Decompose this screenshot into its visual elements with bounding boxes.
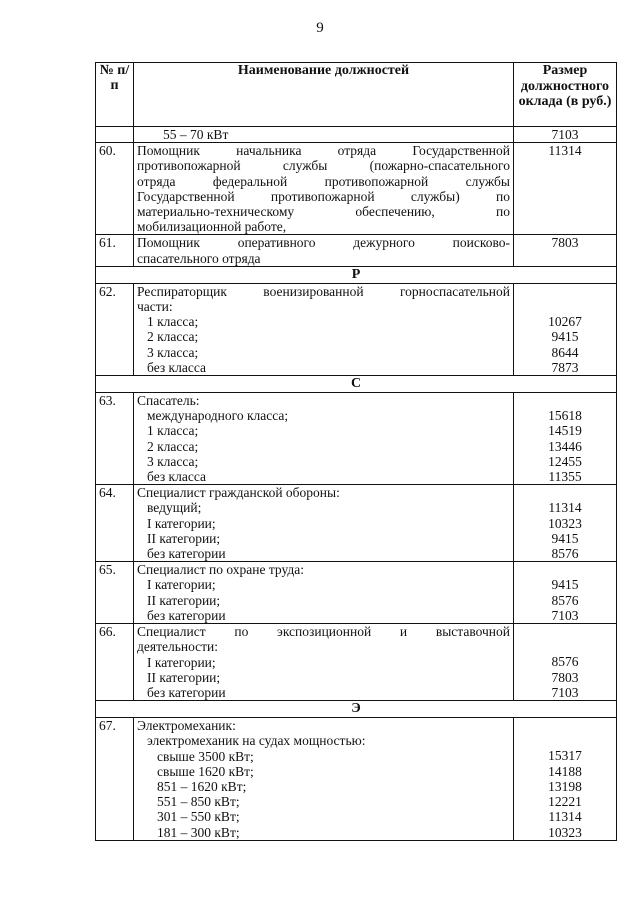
position-line: без класса [147, 359, 206, 375]
salary-value: 13198 [548, 778, 582, 794]
table-row [96, 485, 617, 562]
position-line: II категории; [147, 669, 221, 685]
row-number [96, 127, 134, 143]
position-line: Специалист по охране труда: [137, 562, 305, 578]
salary-value: 7103 [551, 127, 579, 142]
salary-value: 9415 [551, 329, 579, 345]
section-letter: Э [96, 701, 617, 718]
salary-value: 8576 [551, 546, 579, 562]
page-number: 9 [316, 20, 324, 36]
position-line: 1 класса; [147, 423, 199, 439]
salary-value: 11314 [548, 500, 582, 516]
position-line: Государственной противопожарной службы) по [137, 188, 510, 204]
salary-value: 10323 [548, 515, 582, 531]
position-line: мобилизационной работе, [137, 219, 287, 235]
position-line: 1 класса; [147, 314, 199, 330]
salary-value: 8644 [551, 344, 579, 360]
position-line: без категории [147, 684, 226, 700]
position-line: спасательного отряда [137, 250, 261, 266]
column-header-name: Наименование должностей [134, 63, 514, 127]
position-line: Помощник начальника отряда Государственной [137, 143, 510, 159]
salary-values [514, 283, 617, 375]
position-line: материально-техническому обеспечению, по [137, 204, 510, 220]
salary-values [514, 393, 617, 485]
table-row [96, 127, 617, 143]
salary-value: 7873 [551, 359, 579, 375]
position-line: Электромеханик: [137, 718, 236, 734]
table-row [96, 718, 617, 841]
position-line: без категории [147, 546, 226, 562]
position-line: международного класса; [147, 408, 289, 424]
column-header-salary: Размер должностного оклада (в руб.) [514, 63, 617, 127]
position-line: части: [137, 299, 173, 315]
position-line: I категории; [147, 515, 216, 531]
position-line: Специалист гражданской обороны: [137, 485, 340, 501]
position-line: 851 – 1620 кВт; [157, 778, 247, 794]
position-name [134, 485, 514, 562]
salary-value: 7103 [551, 684, 579, 700]
salary-value: 10267 [548, 314, 582, 330]
position-name [134, 718, 514, 841]
position-line: 2 класса; [147, 329, 199, 345]
position-line: 3 класса; [147, 453, 199, 469]
position-line: противопожарной службы (пожарно-спасательного [137, 158, 510, 174]
salary-value: 7803 [551, 669, 579, 685]
table-row [96, 235, 617, 266]
position-name [134, 393, 514, 485]
salary-value: 11314 [548, 809, 582, 825]
row-number: 63. [96, 393, 134, 485]
position-line: Респираторщик военизированной горноспасательной [137, 283, 510, 299]
position-line: свыше 3500 кВт; [157, 748, 254, 764]
position-name [134, 562, 514, 624]
row-number: 65. [96, 562, 134, 624]
letter-section-row [96, 266, 617, 283]
position-line: 181 – 300 кВт; [157, 824, 240, 840]
salary-value: 11355 [548, 469, 582, 485]
position-line: электромеханик на судах мощностью: [147, 733, 366, 749]
row-number: 61. [96, 235, 134, 266]
position-line: без класса [147, 469, 206, 485]
table-row [96, 393, 617, 485]
salary-value: 14519 [548, 423, 582, 439]
table-header-row [96, 63, 617, 127]
row-number: 60. [96, 143, 134, 235]
salary-values [514, 485, 617, 562]
position-line: Специалист по экспозиционной и выставочной [137, 624, 510, 640]
position-line: II категории; [147, 530, 221, 546]
row-number: 67. [96, 718, 134, 841]
position-line: 551 – 850 кВт; [157, 794, 240, 810]
table-row [96, 143, 617, 235]
section-letter: Р [96, 266, 617, 283]
salary-values [514, 624, 617, 701]
row-number: 64. [96, 485, 134, 562]
position-line: ведущий; [147, 500, 202, 516]
salary-value: 8576 [551, 592, 579, 608]
salary-value: 13446 [548, 438, 582, 454]
salary-values [514, 143, 617, 235]
salary-value: 12455 [548, 453, 582, 469]
column-header-number: № п/п [96, 63, 134, 127]
salary-value: 14188 [548, 763, 582, 779]
position-name [134, 624, 514, 701]
position-name [134, 127, 514, 143]
position-line: без категории [147, 607, 226, 623]
salary-value: 7103 [551, 607, 579, 623]
salary-value: 9415 [551, 530, 579, 546]
salary-value: 11314 [548, 143, 582, 159]
table-row [96, 562, 617, 624]
table-row [96, 624, 617, 701]
salary-value: 7803 [551, 235, 579, 251]
position-line: отряда федеральной противопожарной службы [137, 173, 510, 189]
salary-values [514, 562, 617, 624]
section-letter: С [96, 376, 617, 393]
row-number: 66. [96, 624, 134, 701]
position-line: 55 – 70 кВт [163, 127, 229, 142]
position-line: II категории; [147, 592, 221, 608]
salary-value: 8576 [551, 654, 579, 670]
position-line: деятельности: [137, 639, 219, 655]
row-number: 62. [96, 283, 134, 375]
salary-value: 15618 [548, 408, 582, 424]
position-line: свыше 1620 кВт; [157, 763, 254, 779]
salary-value: 9415 [551, 577, 579, 593]
position-line: 2 класса; [147, 438, 199, 454]
position-name [134, 283, 514, 375]
salary-values [514, 235, 617, 266]
position-line: 3 класса; [147, 344, 199, 360]
salary-table [95, 62, 617, 841]
position-name [134, 143, 514, 235]
position-line: I категории; [147, 654, 216, 670]
table-row [96, 283, 617, 375]
salary-value: 10323 [548, 824, 582, 840]
salary-values [514, 127, 617, 143]
position-line: 301 – 550 кВт; [157, 809, 240, 825]
position-name [134, 235, 514, 266]
salary-value: 15317 [548, 748, 582, 764]
position-line: Помощник оперативного дежурного поисково- [137, 235, 510, 251]
position-line: Спасатель: [137, 393, 200, 409]
salary-values [514, 718, 617, 841]
salary-value: 12221 [548, 794, 582, 810]
position-line: I категории; [147, 577, 216, 593]
letter-section-row [96, 701, 617, 718]
letter-section-row [96, 376, 617, 393]
